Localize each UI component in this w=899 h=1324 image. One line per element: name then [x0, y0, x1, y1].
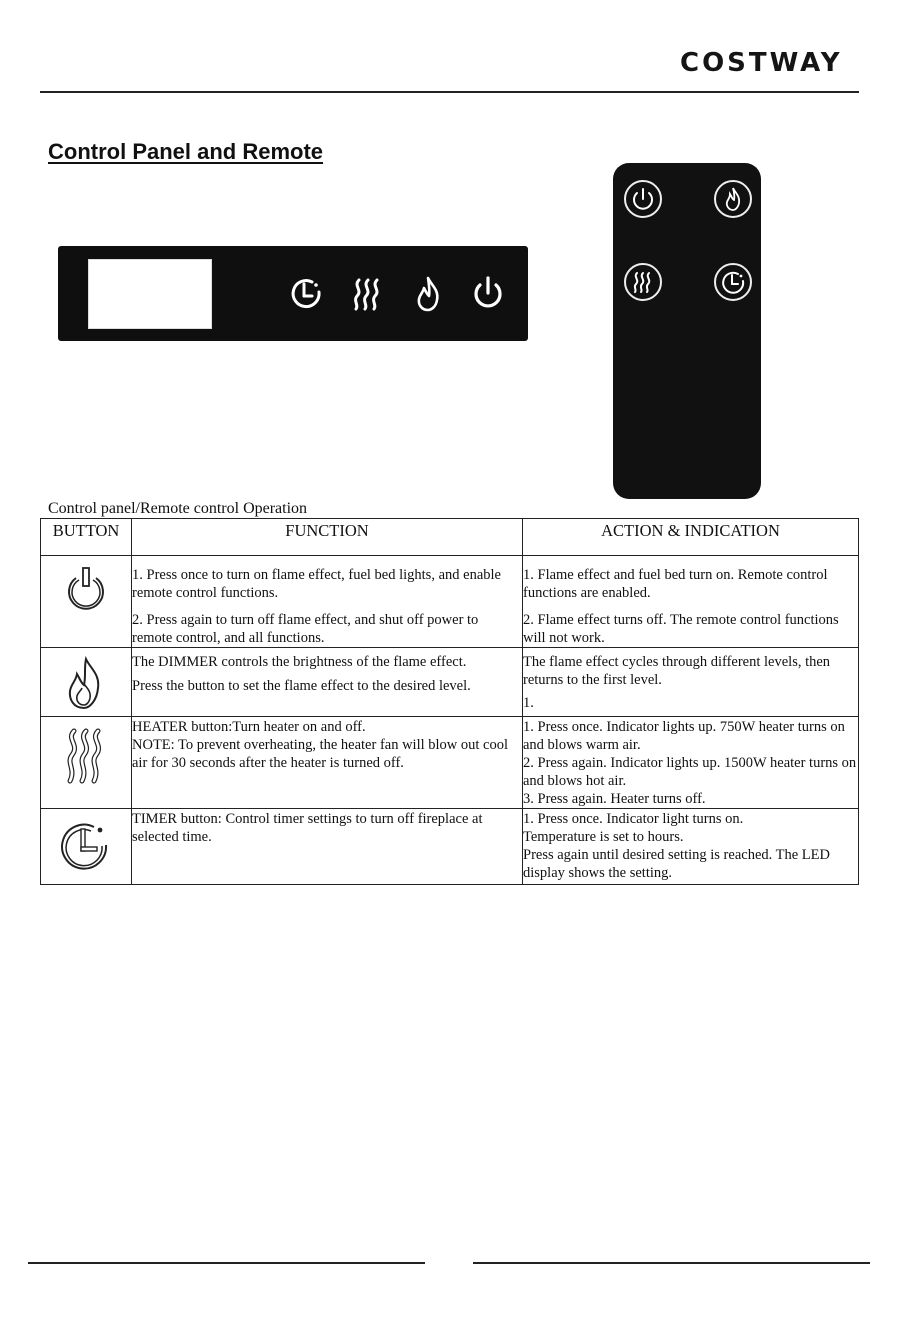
led-display [88, 259, 212, 329]
operation-table [40, 518, 859, 885]
footer-rule-left [28, 1262, 425, 1264]
function-text: The DIMMER controls the brightness of the flame effect. [132, 654, 467, 670]
table-row [41, 556, 859, 648]
action-text: 1. Press once. Indicator light turns on. [523, 811, 744, 827]
function-text: TIMER button: Control timer settings to turn off fireplace at selected time. [132, 811, 483, 845]
action-text: The flame effect cycles through different levels, then returns to the first level. [523, 654, 831, 688]
flame-icon [718, 184, 748, 214]
heater-icon [628, 267, 658, 297]
control-panel-illustration [58, 246, 528, 341]
column-header-action: ACTION & INDICATION [523, 519, 859, 556]
function-text: 1. Press once to turn on flame effect, fuel bed lights, and enable remote control functions. [132, 567, 501, 601]
remote-power-button [624, 180, 662, 218]
heater-icon [347, 274, 387, 314]
function-cell [132, 717, 523, 809]
section-title: Control Panel and Remote [48, 139, 324, 164]
button-cell [41, 648, 132, 717]
table-row [41, 648, 859, 717]
action-text: 1. Flame effect and fuel bed turn on. Remote control functions are enabled. [523, 567, 828, 601]
power-icon [60, 564, 112, 616]
remote-heater-button [624, 263, 662, 301]
remote-illustration [613, 163, 761, 499]
action-text: 1. Press once. Indicator lights up. 750W heater turns on and blows warm air. [523, 719, 845, 753]
function-cell [132, 809, 523, 885]
flame-icon [60, 656, 112, 716]
function-cell [132, 556, 523, 648]
timer-icon [58, 817, 114, 877]
action-text: 2. Flame effect turns off. The remote control functions will not work. [523, 612, 839, 646]
button-cell [41, 809, 132, 885]
action-text: Temperature is set to hours. [523, 829, 684, 845]
column-header-button: BUTTON [41, 519, 132, 556]
brand-logo: COSTWAY [680, 48, 843, 78]
action-cell [523, 648, 859, 717]
power-icon [628, 184, 658, 214]
table-caption: Control panel/Remote control Operation [48, 500, 308, 517]
remote-timer-button [714, 263, 752, 301]
table-header-row [41, 519, 859, 556]
timer-icon [718, 267, 748, 297]
column-header-function: FUNCTION [132, 519, 523, 556]
remote-flame-button [714, 180, 752, 218]
action-cell [523, 809, 859, 885]
header-rule [40, 91, 859, 93]
button-cell [41, 717, 132, 809]
flame-icon [408, 274, 448, 314]
action-text: 1. [523, 695, 534, 711]
function-cell [132, 648, 523, 717]
heater-icon [58, 725, 114, 789]
function-text: Press the button to set the flame effect to the desired level. [132, 678, 471, 694]
action-text: 3. Press again. Heater turns off. [523, 791, 706, 807]
button-cell [41, 556, 132, 648]
power-icon [468, 274, 508, 314]
function-text: 2. Press again to turn off flame effect, and shut off power to remote control, and all functions. [132, 612, 479, 646]
action-text: Press again until desired setting is reached. The LED display shows the setting. [523, 847, 830, 881]
action-text: 2. Press again. Indicator lights up. 1500W heater turns on and blows hot air. [523, 755, 857, 789]
function-text: HEATER button:Turn heater on and off. [132, 719, 366, 735]
table-row [41, 717, 859, 809]
function-text: NOTE: To prevent overheating, the heater fan will blow out cool air for 30 seconds after the heater is turned off. [132, 737, 509, 771]
footer-rule-right [473, 1262, 870, 1264]
table-row [41, 809, 859, 885]
action-cell [523, 556, 859, 648]
action-cell [523, 717, 859, 809]
timer-icon [286, 274, 326, 314]
